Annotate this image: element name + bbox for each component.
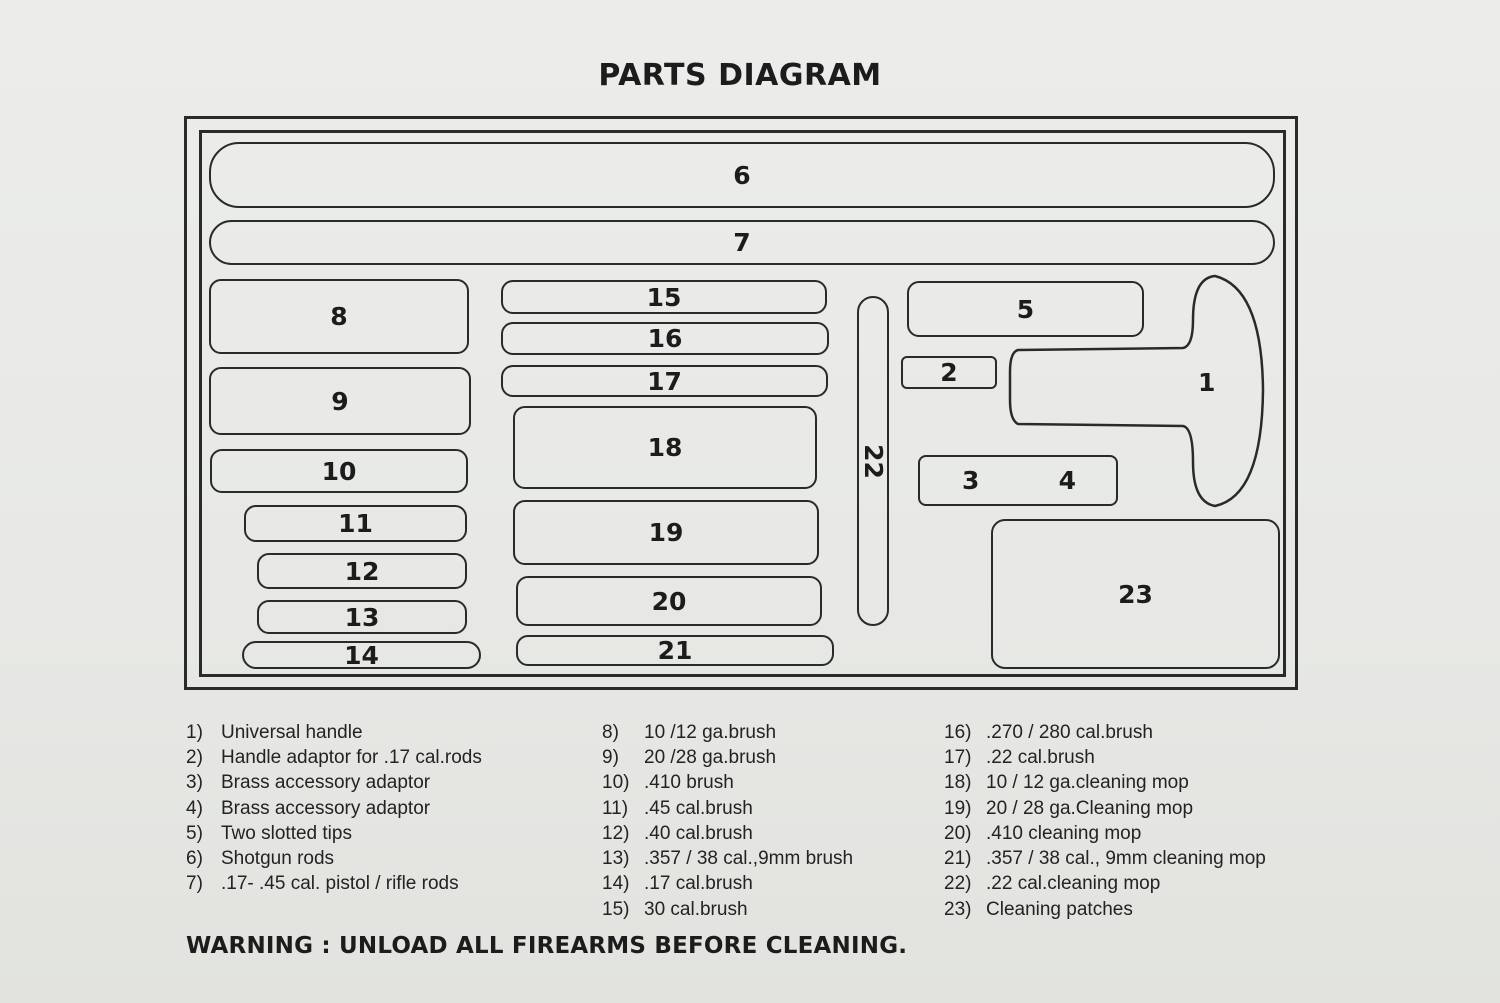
legend-item xyxy=(186,745,482,770)
legend-number: 6) xyxy=(186,848,203,870)
slot-label-2: 2 xyxy=(940,358,958,387)
warning-text: WARNING : UNLOAD ALL FIREARMS BEFORE CLEANING. xyxy=(186,933,908,959)
legend-item xyxy=(602,872,853,897)
slot-22 xyxy=(857,296,889,626)
legend-number: 10) xyxy=(602,772,630,794)
legend-number: 13) xyxy=(602,848,630,870)
legend-text: Brass accessory adaptor xyxy=(221,797,431,819)
slot-label-18: 18 xyxy=(647,433,683,462)
slot-label-22: 22 xyxy=(858,443,888,479)
slot-label-19: 19 xyxy=(648,518,684,547)
slot-label-10: 10 xyxy=(321,456,357,486)
slot-label-15: 15 xyxy=(646,282,682,312)
legend-text: Shotgun rods xyxy=(221,848,335,870)
slot-6 xyxy=(209,142,1275,208)
slot-10 xyxy=(210,449,468,493)
slot-13 xyxy=(257,600,467,634)
slot-11 xyxy=(244,505,467,542)
legend-item xyxy=(602,745,853,770)
legend-number: 2) xyxy=(186,746,203,768)
legend-item xyxy=(944,846,1266,871)
legend-text: .410 brush xyxy=(644,772,734,794)
legend-text: 10 /12 ga.brush xyxy=(644,721,777,743)
slot-label-9: 9 xyxy=(331,386,349,416)
legend-item xyxy=(602,897,853,922)
legend-text: Handle adaptor for .17 cal.rods xyxy=(221,746,482,768)
slot-16 xyxy=(501,322,829,355)
legend-text: .410 cleaning mop xyxy=(986,822,1142,844)
legend-text: .45 cal.brush xyxy=(644,797,753,819)
slot-label-23: 23 xyxy=(1118,579,1153,609)
slot-5 xyxy=(907,281,1144,337)
slot-23 xyxy=(991,519,1280,669)
slot-label-3: 3 xyxy=(962,466,980,495)
slot-8 xyxy=(209,279,469,354)
legend-text: .270 / 280 cal.brush xyxy=(986,721,1153,743)
legend-item xyxy=(944,821,1266,846)
slot-label-11: 11 xyxy=(338,509,373,538)
legend-number: 9) xyxy=(602,746,619,768)
legend-item xyxy=(186,821,482,846)
legend-text: .357 / 38 cal., 9mm cleaning mop xyxy=(986,848,1266,870)
slot-label-6: 6 xyxy=(733,160,751,190)
legend-text: 30 cal.brush xyxy=(644,898,748,920)
slot-label-1: 1 xyxy=(1198,368,1216,397)
legend-text: .22 cal.cleaning mop xyxy=(986,873,1161,895)
slot-label-7: 7 xyxy=(733,228,751,257)
slot-label-16: 16 xyxy=(647,324,683,353)
legend-number: 21) xyxy=(944,848,972,870)
slot-label-20: 20 xyxy=(651,586,687,616)
legend-text: .357 / 38 cal.,9mm brush xyxy=(644,848,854,870)
slot-label-17: 17 xyxy=(647,366,682,396)
slot-15 xyxy=(501,280,827,314)
legend-number: 18) xyxy=(944,772,972,794)
legend-number: 22) xyxy=(944,873,972,895)
slot-label-12: 12 xyxy=(344,556,380,586)
legend-text: .22 cal.brush xyxy=(986,746,1095,768)
slot-label-14: 14 xyxy=(344,640,379,670)
slot-20 xyxy=(516,576,822,626)
legend-number: 12) xyxy=(602,822,630,844)
slot-12 xyxy=(257,553,467,589)
legend-item xyxy=(186,771,482,796)
legend-item xyxy=(944,745,1266,770)
legend-text: .17- .45 cal. pistol / rifle rods xyxy=(221,873,459,895)
legend-item xyxy=(602,720,853,745)
legend-number: 19) xyxy=(944,797,972,819)
legend-column-1 xyxy=(186,720,482,897)
diagram-title: PARTS DIAGRAM xyxy=(598,58,882,93)
legend-column-3 xyxy=(944,720,1266,922)
legend-number: 7) xyxy=(186,873,203,895)
legend-item xyxy=(602,771,853,796)
legend-text: 20 / 28 ga.Cleaning mop xyxy=(986,797,1194,819)
legend-number: 8) xyxy=(602,721,619,743)
legend-text: Two slotted tips xyxy=(221,822,352,844)
legend-text: Brass accessory adaptor xyxy=(221,772,431,794)
legend-item xyxy=(602,846,853,871)
slot-3-4 xyxy=(918,455,1118,506)
legend-item xyxy=(944,872,1266,897)
legend-number: 1) xyxy=(186,721,203,743)
legend-number: 20) xyxy=(944,822,972,844)
legend-number: 14) xyxy=(602,873,630,895)
legend-item xyxy=(602,821,853,846)
slot-17 xyxy=(501,365,828,397)
slot-19 xyxy=(513,500,819,565)
legend-item xyxy=(944,796,1266,821)
legend-number: 5) xyxy=(186,822,203,844)
slot-9 xyxy=(209,367,471,435)
legend-text: .17 cal.brush xyxy=(644,873,753,895)
legend-text: Universal handle xyxy=(221,721,363,743)
slot-14 xyxy=(242,641,481,669)
slot-label-5: 5 xyxy=(1016,294,1035,324)
slot-7 xyxy=(209,220,1275,265)
legend-item xyxy=(186,720,482,745)
slot-label-13: 13 xyxy=(344,602,380,632)
slot-21 xyxy=(516,635,834,666)
slot-label-21: 21 xyxy=(657,636,693,665)
legend-item xyxy=(944,771,1266,796)
legend-number: 3) xyxy=(186,772,203,794)
legend-number: 16) xyxy=(944,721,972,743)
legend-text: 10 / 12 ga.cleaning mop xyxy=(986,772,1189,794)
legend-item xyxy=(944,897,1266,922)
legend-number: 15) xyxy=(602,898,630,920)
legend-item xyxy=(944,720,1266,745)
legend-text: Cleaning patches xyxy=(986,898,1133,920)
legend-number: 11) xyxy=(602,797,629,819)
legend-number: 17) xyxy=(944,746,972,768)
legend-number: 23) xyxy=(944,898,972,920)
legend-column-2 xyxy=(602,720,853,922)
legend-item xyxy=(602,796,853,821)
slot-label-8: 8 xyxy=(330,302,348,331)
legend-item xyxy=(186,846,482,871)
legend-text: .40 cal.brush xyxy=(644,822,753,844)
slot-label-4: 4 xyxy=(1058,466,1076,495)
legend-item xyxy=(186,872,482,897)
legend-number: 4) xyxy=(186,797,203,819)
legend-text: 20 /28 ga.brush xyxy=(644,746,777,768)
legend-item xyxy=(186,796,482,821)
slot-2 xyxy=(901,356,997,389)
slot-18 xyxy=(513,406,817,489)
